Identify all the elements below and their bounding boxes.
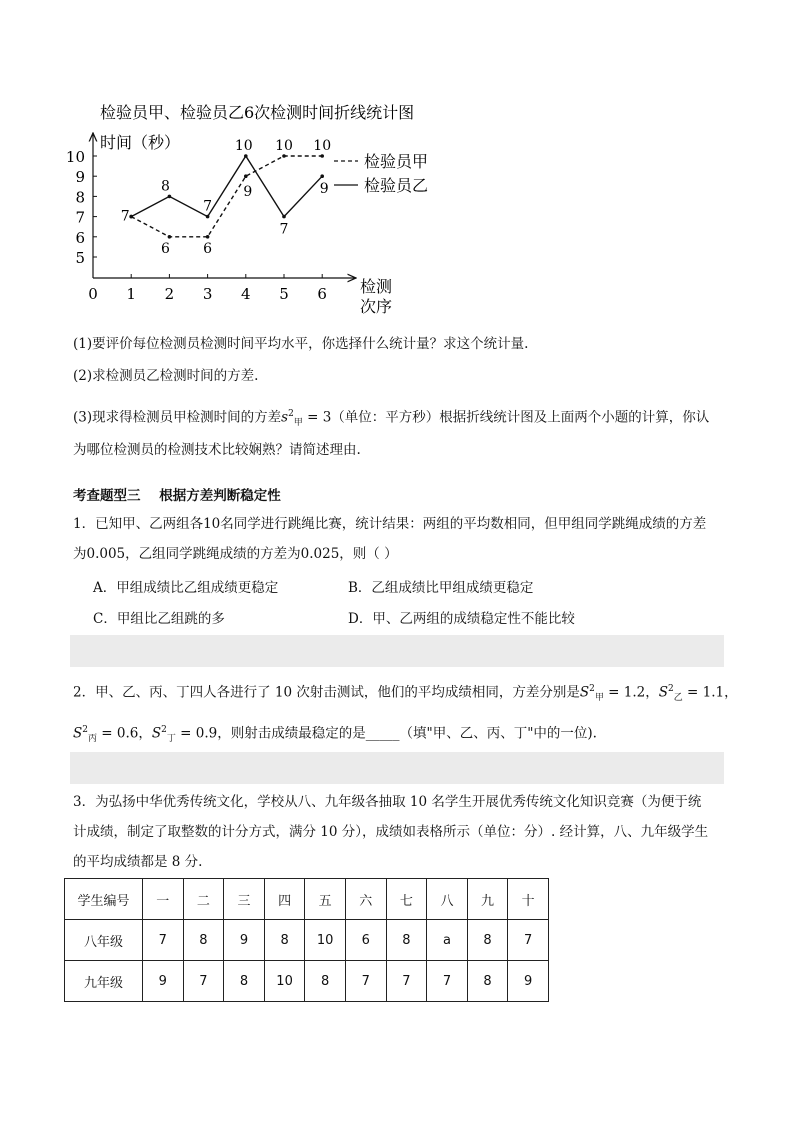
problem-1-line-2: 为0.005，乙组同学跳绳成绩的方差为0.025，则（ ） xyxy=(73,546,398,562)
table-cell: 9 xyxy=(143,961,184,1002)
header-label: 学生编号 xyxy=(65,879,143,920)
x-tick-label: 5 xyxy=(279,285,289,303)
s-letter: S xyxy=(73,725,83,742)
separator: ， xyxy=(724,684,738,701)
y-axis-label: 时间（秒） xyxy=(100,133,181,152)
header-cell: 二 xyxy=(183,879,224,920)
table-cell: 10 xyxy=(305,920,346,961)
y-tick-label: 5 xyxy=(75,249,85,267)
table-cell: 8 xyxy=(305,961,346,1002)
table-header-row xyxy=(65,879,549,920)
x-tick-label: 1 xyxy=(126,285,136,303)
question-3-line-1 xyxy=(73,405,709,432)
x-tick-label: 6 xyxy=(317,285,327,303)
s-sup: 2 xyxy=(589,684,595,694)
x-tick-label: 2 xyxy=(164,285,175,303)
table-cell: 8 xyxy=(386,920,427,961)
problem-3-line-2: 计成绩，制定了取整数的计分方式，满分 10 分），成绩如表格所示（单位：分）. 经计算，八、九年级学生 xyxy=(73,824,709,840)
data-label: 7 xyxy=(120,208,130,225)
problem-3-line-1: 3．为弘扬中华优秀传统文化，学校从八、九年级各抽取 10 名学生开展优秀传统文化知识竞赛（为便于统 xyxy=(73,794,702,810)
answer-area-1[interactable] xyxy=(70,635,724,667)
data-label: 8 xyxy=(160,178,170,195)
variance-symbol: s xyxy=(281,409,289,426)
table-cell: 8 xyxy=(467,920,508,961)
table-cell: a xyxy=(427,920,468,961)
option-c: C．甲组比乙组跳的多 xyxy=(93,611,225,627)
data-point xyxy=(244,154,248,158)
option-a: A．甲组成绩比乙组成绩更稳定 xyxy=(93,580,279,596)
table-cell: 10 xyxy=(264,961,305,1002)
table-cell: 8 xyxy=(467,961,508,1002)
header-cell: 八 xyxy=(427,879,468,920)
row-label: 九年级 xyxy=(65,961,143,1002)
x-axis-label-2: 次序 xyxy=(360,297,393,316)
series-line-2 xyxy=(131,156,322,217)
data-point xyxy=(129,215,133,219)
table-cell: 8 xyxy=(264,920,305,961)
variance-jia: = 1.2 xyxy=(603,684,646,701)
s-sub-jia: 甲 xyxy=(594,693,604,704)
option-b: B．乙组成绩比甲组成绩更稳定 xyxy=(348,580,534,596)
header-cell: 七 xyxy=(386,879,427,920)
data-point xyxy=(206,215,210,219)
data-point xyxy=(168,195,172,199)
series-line-1 xyxy=(131,156,322,237)
s-sup: 2 xyxy=(82,725,88,735)
header-cell: 三 xyxy=(224,879,265,920)
s-sup: 2 xyxy=(161,725,167,735)
s-letter: S xyxy=(579,684,590,701)
data-label: 7 xyxy=(203,198,213,215)
header-cell: 九 xyxy=(467,879,508,920)
s-sub-ding: 丁 xyxy=(166,734,176,745)
data-point xyxy=(320,154,324,158)
legend-label: 检验员乙 xyxy=(364,176,429,195)
variance-sup: 2 xyxy=(288,409,294,419)
separator: ， xyxy=(138,725,152,742)
separator: ， xyxy=(645,684,659,701)
scores-table xyxy=(64,878,549,1002)
header-cell: 十 xyxy=(508,879,549,920)
problem-1-line-1: 1．已知甲、乙两组各10名同学进行跳绳比赛，统计结果：两组的平均数相同，但甲组同学跳绳成绩的方差 xyxy=(73,516,707,532)
variance-ding: = 0.9 xyxy=(175,725,218,742)
problem-2-line-2 xyxy=(73,721,597,748)
y-tick-label: 7 xyxy=(75,208,85,227)
table-row xyxy=(65,920,549,961)
s-letter: S xyxy=(658,684,668,701)
row-label: 八年级 xyxy=(65,920,143,961)
data-point xyxy=(244,174,248,178)
table-cell: 7 xyxy=(143,920,184,961)
table-cell: 7 xyxy=(427,961,468,1002)
problem-3-line-3: 的平均成绩都是 8 分. xyxy=(73,854,203,870)
variance-bing: = 0.6 xyxy=(97,725,139,742)
table-cell: 9 xyxy=(224,920,265,961)
table-cell: 8 xyxy=(224,961,265,1002)
x-tick-label: 0 xyxy=(88,285,98,303)
table-cell: 8 xyxy=(183,920,224,961)
table-cell: 7 xyxy=(386,961,427,1002)
variance-yi: = 1.1 xyxy=(682,684,725,701)
problem-2-text: 2．甲、乙、丙、丁四人各进行了 10 次射击测试，他们的平均成绩相同，方差分别是 xyxy=(73,684,580,701)
data-label: 7 xyxy=(279,221,289,238)
line-chart xyxy=(0,0,794,330)
data-point xyxy=(320,174,324,178)
data-point xyxy=(282,215,286,219)
question-3-line-2: 为哪位检测员的检测技术比较娴熟？请简述理由. xyxy=(73,442,361,458)
x-axis-label-1: 检测 xyxy=(360,277,393,296)
data-label: 10 xyxy=(275,138,293,154)
header-cell: 四 xyxy=(264,879,305,920)
s-sub-bing: 丙 xyxy=(87,734,97,745)
variance-sub: 甲 xyxy=(293,418,303,429)
problem-2-text-b: ，则射击成绩最稳定的是_____（填"甲、乙、丙、丁"中的一位). xyxy=(217,725,597,742)
data-point xyxy=(282,154,286,158)
y-tick-label: 10 xyxy=(65,148,85,166)
answer-area-2[interactable] xyxy=(70,752,724,784)
data-label: 10 xyxy=(234,138,253,154)
table-row xyxy=(65,961,549,1002)
question-3-text-b: （单位：平方秒）根据折线统计图及上面两个小题的计算，你认 xyxy=(331,409,710,426)
y-tick-label: 9 xyxy=(75,168,85,187)
option-d: D．甲、乙两组的成绩稳定性不能比较 xyxy=(348,611,575,627)
data-label: 10 xyxy=(313,138,332,154)
table-cell: 7 xyxy=(183,961,224,1002)
question-2: (2)求检测员乙检测时间的方差. xyxy=(73,368,259,384)
header-cell: 五 xyxy=(305,879,346,920)
problem-2-line-1 xyxy=(73,680,738,707)
data-label: 9 xyxy=(319,181,329,198)
data-point xyxy=(168,235,172,239)
s-sub-yi: 乙 xyxy=(673,693,683,704)
question-3-text-a: (3)现求得检测员甲检测时间的方差 xyxy=(73,409,282,426)
legend-label: 检验员甲 xyxy=(364,152,429,171)
s-sup: 2 xyxy=(667,684,674,694)
table-cell: 9 xyxy=(508,961,549,1002)
data-label: 6 xyxy=(160,240,170,257)
y-tick-label: 6 xyxy=(75,228,85,247)
variance-value: = 3 xyxy=(302,409,332,426)
header-cell: 一 xyxy=(143,879,184,920)
data-point xyxy=(206,235,210,239)
x-tick-label: 4 xyxy=(241,285,251,303)
section-title: 考查题型三 根据方差判断稳定性 xyxy=(73,488,281,504)
table-cell: 7 xyxy=(508,920,549,961)
chart-title: 检验员甲、检验员乙6次检测时间折线统计图 xyxy=(100,103,415,122)
header-cell: 六 xyxy=(345,879,386,920)
x-tick-label: 3 xyxy=(202,285,213,303)
question-1: (1)要评价每位检测员检测时间平均水平，你选择什么统计量？求这个统计量. xyxy=(73,336,529,352)
s-letter: S xyxy=(151,725,162,742)
y-tick-label: 8 xyxy=(75,188,85,207)
table-cell: 7 xyxy=(345,961,386,1002)
table-cell: 6 xyxy=(345,920,386,961)
data-label: 6 xyxy=(203,240,213,257)
data-label: 9 xyxy=(243,184,253,201)
